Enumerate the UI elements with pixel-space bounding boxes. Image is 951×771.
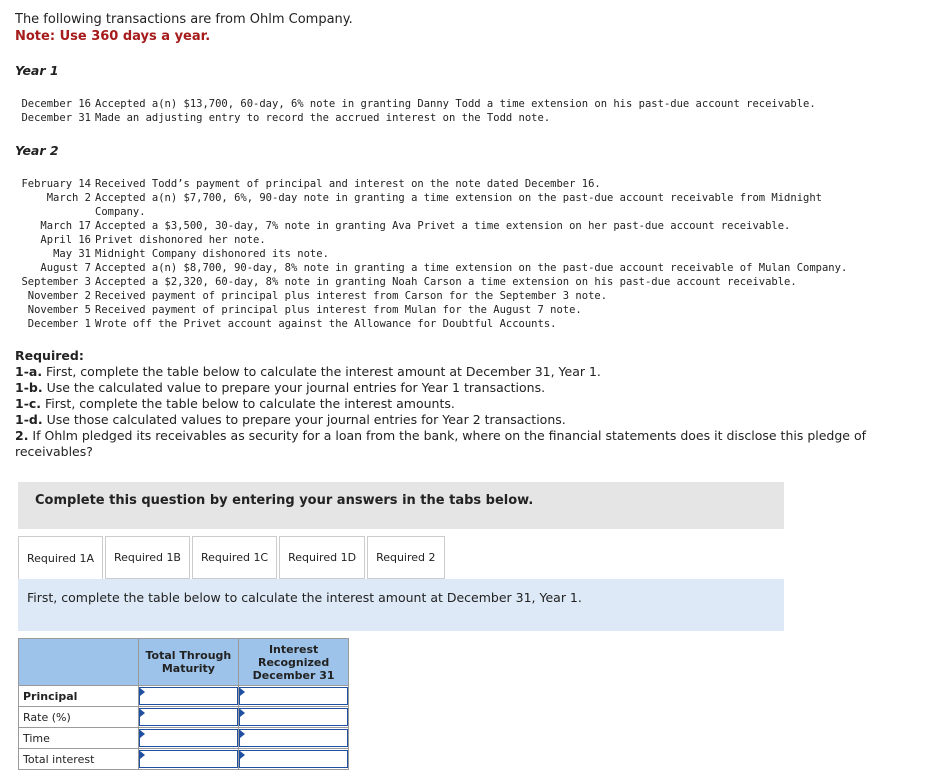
transaction-date: September 3 [21, 276, 91, 288]
year1-transactions [15, 97, 871, 125]
required-item-label: 1-b. [15, 380, 43, 395]
transaction-row [15, 233, 871, 247]
time-dec31-input[interactable] [239, 729, 348, 747]
required-heading: Required: [15, 348, 84, 363]
transaction-date: May 31 [53, 248, 91, 260]
row-label-total-interest: Total interest [19, 749, 139, 770]
transaction-row [15, 111, 871, 125]
instructions-banner [18, 482, 784, 529]
transaction-row [15, 261, 871, 275]
total-interest-dec31-cell[interactable] [239, 749, 349, 770]
transaction-row [15, 303, 871, 317]
transaction-row [15, 247, 871, 261]
intro-note: Note: Use 360 days a year. [15, 29, 211, 44]
tab-panel [18, 579, 784, 631]
rate-dec31-input[interactable] [239, 708, 348, 726]
transaction-description: Received payment of principal plus interest from Mulan for the August 7 note. [95, 304, 582, 316]
required-item-text: First, complete the table below to calculate the interest amount at December 31, Year 1. [42, 364, 601, 379]
transaction-row [15, 219, 871, 233]
table-row [19, 707, 349, 728]
tab-required-1a[interactable]: Required 1A [18, 536, 103, 579]
transaction-description: Accepted a(n) $7,700, 6%, 90-day note in granting a time extension on the past-due account receivable from Midnight Company. [95, 192, 822, 218]
table-header-row [19, 639, 349, 686]
column-header-total-through-maturity: Total Through Maturity [138, 639, 239, 686]
transaction-date: December 1 [27, 318, 91, 330]
row-label-principal: Principal [19, 686, 139, 707]
required-item-label: 1-d. [15, 412, 43, 427]
year2-transactions [15, 177, 871, 331]
transaction-description: Received payment of principal plus interest from Carson for the September 3 note. [95, 290, 608, 302]
required-section [15, 348, 875, 460]
required-item-text: Use those calculated values to prepare your journal entries for Year 2 transactions. [42, 412, 566, 427]
table-row [19, 728, 349, 749]
tab-required-1c[interactable]: Required 1C [192, 536, 277, 579]
required-item-label: 2. [15, 428, 29, 443]
required-item [15, 412, 875, 428]
tab-required-1d[interactable]: Required 1D [279, 536, 365, 579]
year1-heading: Year 1 [15, 63, 59, 78]
principal-dec31-input[interactable] [239, 687, 348, 705]
total-interest-total-cell[interactable] [138, 749, 239, 770]
required-item [15, 364, 875, 380]
required-item-text: Use the calculated value to prepare your journal entries for Year 1 transactions. [42, 380, 546, 395]
tab-required-1b[interactable]: Required 1B [105, 536, 190, 579]
interest-table [18, 638, 349, 770]
intro-text: The following transactions are from Ohlm Company. [15, 12, 353, 27]
transaction-description: Accepted a(n) $13,700, 60-day, 6% note in granting Danny Todd a time extension on his past-due account receivable. [95, 98, 816, 110]
transaction-row [15, 275, 871, 289]
row-label-time: Time [19, 728, 139, 749]
table-row [19, 749, 349, 770]
transaction-row [15, 317, 871, 331]
required-item-text: First, complete the table below to calculate the interest amounts. [41, 396, 455, 411]
required-item [15, 396, 875, 412]
instructions-text: Complete this question by entering your answers in the tabs below. [35, 493, 534, 508]
transaction-date: March 17 [40, 220, 91, 232]
transaction-date: April 16 [40, 234, 91, 246]
transaction-date: August 7 [40, 262, 91, 274]
transaction-date: December 16 [21, 98, 91, 110]
total-interest-total-input[interactable] [139, 750, 239, 768]
table-row [19, 686, 349, 707]
time-total-cell[interactable] [138, 728, 239, 749]
transaction-date: November 5 [27, 304, 91, 316]
transaction-description: Midnight Company dishonored its note. [95, 248, 329, 260]
rate-total-cell[interactable] [138, 707, 239, 728]
time-dec31-cell[interactable] [239, 728, 349, 749]
required-item [15, 428, 875, 460]
transaction-date: November 2 [27, 290, 91, 302]
transaction-description: Received Todd’s payment of principal and interest on the note dated December 16. [95, 178, 601, 190]
transaction-row [15, 97, 871, 111]
transaction-date: February 14 [21, 178, 91, 190]
tab-bar [18, 536, 447, 579]
transaction-description: Accepted a(n) $8,700, 90-day, 8% note in granting a time extension on the past-due account receivable of Mulan Company. [95, 262, 848, 274]
transaction-description: Made an adjusting entry to record the accrued interest on the Todd note. [95, 112, 551, 124]
required-item-text: If Ohlm pledged its receivables as security for a loan from the bank, where on the financial statements does it disclose this pledge of receivables? [15, 428, 867, 459]
transaction-row [15, 289, 871, 303]
rate-dec31-cell[interactable] [239, 707, 349, 728]
intro [15, 11, 353, 45]
tab-required-2[interactable]: Required 2 [367, 536, 444, 579]
total-interest-dec31-input[interactable] [239, 750, 348, 768]
required-item-label: 1-a. [15, 364, 43, 379]
transaction-date: March 2 [46, 192, 91, 204]
transaction-description: Privet dishonored her note. [95, 234, 266, 246]
principal-total-input[interactable] [139, 687, 239, 705]
principal-total-cell[interactable] [138, 686, 239, 707]
time-total-input[interactable] [139, 729, 239, 747]
transaction-date: December 31 [21, 112, 91, 124]
transaction-row [15, 177, 871, 191]
column-header-interest-recognized: Interest Recognized December 31 [239, 639, 349, 686]
transaction-description: Accepted a $3,500, 30-day, 7% note in granting Ava Privet a time extension on her past-due account receivable. [95, 220, 791, 232]
rate-total-input[interactable] [139, 708, 239, 726]
panel-instruction: First, complete the table below to calculate the interest amount at December 31, Year 1. [27, 590, 582, 605]
table-header-blank [19, 639, 139, 686]
required-item-label: 1-c. [15, 396, 42, 411]
transaction-description: Wrote off the Privet account against the Allowance for Doubtful Accounts. [95, 318, 557, 330]
required-item [15, 380, 875, 396]
transaction-description: Accepted a $2,320, 60-day, 8% note in granting Noah Carson a time extension on his past-due account receivable. [95, 276, 797, 288]
principal-dec31-cell[interactable] [239, 686, 349, 707]
row-label-rate: Rate (%) [19, 707, 139, 728]
transaction-row [15, 191, 871, 219]
year2-heading: Year 2 [15, 143, 59, 158]
